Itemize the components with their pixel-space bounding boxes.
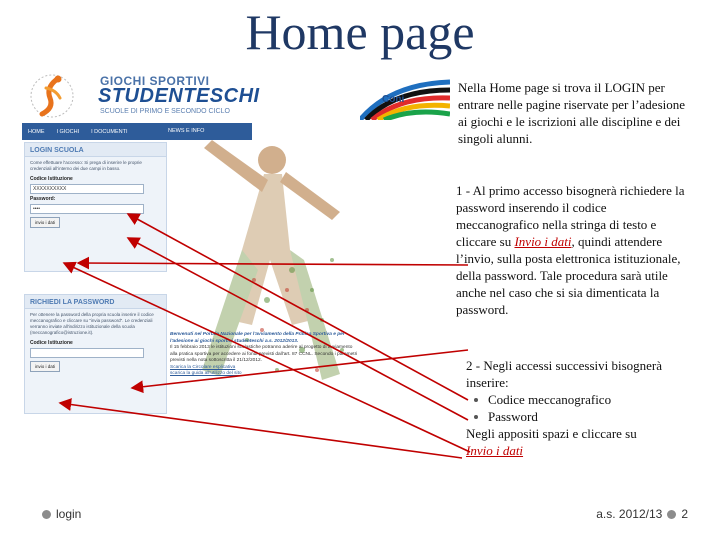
brand-line-1: GIOCHI SPORTIVI [100,74,210,88]
footer-bullet-icon [42,510,51,519]
step2-item-code: Codice meccanografico [488,391,688,408]
request-code-input[interactable] [30,348,144,358]
login-panel-text: Come effettuare l'accesso: Si prega di inserire le proprie credenziali all'interno dei due campi in basso. [30,160,142,171]
intro-text: Nella Home page si trova il LOGIN per entrare nelle pagine riservate per l’adesione ai giochi e le iscrizioni alle discipline e dei singoli alunni. [458,80,686,146]
nav-giochi[interactable]: I GIOCHI [56,128,80,135]
step1-prefix: 1 - Al primo accesso bisognerà richiedere la password inserendo il codice meccanografico nella stringa di testo e cliccare su [456,183,685,249]
coni-label: Coni [382,94,405,105]
footer-right [596,507,688,521]
step2-item-password: Password [488,408,688,425]
login-code-label: Codice Istituzione [30,176,73,182]
news-link-guida[interactable]: scarica la guida all'utilizzo del sito [170,371,242,376]
request-password-text: Per ottenere la password della propria scuola inserire il codice meccanografico e cliccare su "invia password". Le credenziali verranno inviate all'indirizzo istituzionale della scuola (meccanografico@istruzione.it). [30,312,154,335]
request-password-panel [24,294,167,414]
step1-suffix: , quindi attendere l’invio, sulla posta elettronica istituzionale, della password. Tale procedura sarà utile anche nel caso che si sia dimenticata la password. [456,234,681,317]
step1-text [456,182,688,318]
footer-year: a.s. 2012/13 [596,507,663,521]
login-panel-title: LOGIN SCUOLA [25,143,166,157]
news-body: Il 15 febbraio 2013 le istituzioni scolastiche potranno aderire al progetto di avviamento alla pratica sportiva per accedere ai fondi previsti dall'art. 87 CCNL. Secondo i parametri previsti nella nota sottoscritta il 21/12/2012. [170,345,358,363]
footer-bullet-icon [667,510,676,519]
login-code-input[interactable]: XXXXXXXXXX [30,184,144,194]
login-panel [24,142,167,272]
site-nav [22,123,170,140]
nav-documenti[interactable]: I DOCUMENTI [91,128,128,135]
step1-link: Invio i dati [514,234,572,249]
nav-news[interactable]: NEWS E INFO [168,128,205,134]
step2-prefix: 2 - Negli accessi successivi bisognerà inserire: [466,358,663,390]
footer-left [42,507,81,521]
step2-text [466,357,688,459]
news-block [170,332,360,422]
footer-left-label: login [56,507,82,521]
step2-link: Invio i dati [466,443,524,458]
request-password-title: RICHIEDI LA PASSWORD [25,295,166,309]
login-password-input[interactable]: •••• [30,204,144,214]
olympic-stripes-icon [360,74,450,120]
request-submit-button[interactable]: invio i dati [30,361,60,372]
gss-logo-icon [26,72,78,120]
request-code-label: Codice Istituzione [30,340,73,346]
login-submit-button[interactable]: invio i dati [30,217,60,228]
nav-home[interactable]: HOME [28,128,45,135]
slide-title: Home page [245,4,475,60]
login-password-label: Password: [30,196,56,202]
site-header [22,70,452,122]
step2-after: Negli appositi spazi e cliccare su [466,426,637,441]
step2-list [466,391,688,425]
website-screenshot [22,70,452,425]
news-title: Benvenuti nel Portale Nazionale per l'avviamento della Pratica Sportiva e per l'adesione ai giochi sportivi studenteschi a.s. 2012/2013. [170,332,345,344]
brand-line-3: SCUOLE DI PRIMO E SECONDO CICLO [100,108,230,115]
brand-line-2: STUDENTESCHI [98,85,260,107]
news-link-circolare[interactable]: Scarica la Circolare esplicativa [170,364,236,370]
page-number: 2 [681,507,688,521]
